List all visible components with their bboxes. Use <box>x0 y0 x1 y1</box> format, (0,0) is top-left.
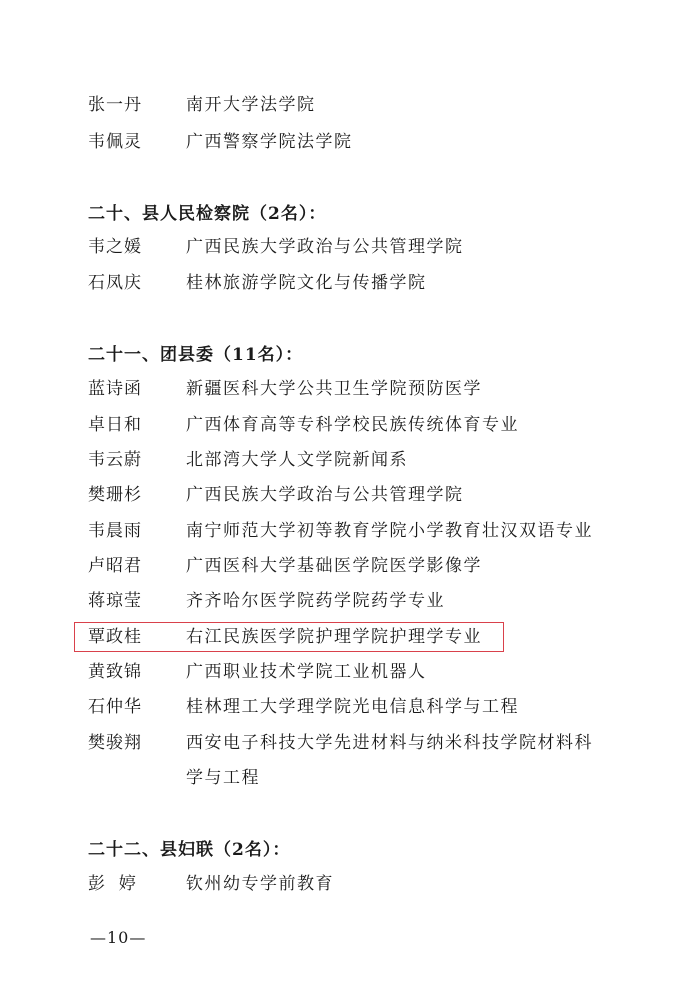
entry-name: 彭 婷 <box>88 874 137 894</box>
entry-name: 覃政桂 <box>88 627 142 647</box>
entry-name: 张一丹 <box>88 95 142 115</box>
entry-name: 韦之媛 <box>88 237 142 257</box>
section-heading: 二十二、县妇联（2名）： <box>88 840 291 860</box>
entry-name: 韦云蔚 <box>88 450 142 470</box>
entry-name: 卓日和 <box>88 415 142 435</box>
entry-name: 韦佩灵 <box>88 132 142 152</box>
entry-school: 齐齐哈尔医学院药学院药学专业 <box>186 591 445 611</box>
entry-school: 广西民族大学政治与公共管理学院 <box>186 237 464 257</box>
entry-name: 樊珊杉 <box>88 485 142 505</box>
entry-school: 西安电子科技大学先进材料与纳米科技学院材料科 <box>186 733 593 753</box>
entry-school: 广西警察学院法学院 <box>186 132 353 152</box>
entry-name: 蒋琼莹 <box>88 591 142 611</box>
entry-name: 卢昭君 <box>88 556 142 576</box>
page-number: —10— <box>90 928 147 947</box>
entry-school: 钦州幼专学前教育 <box>186 874 334 894</box>
entry-school: 南开大学法学院 <box>186 95 316 115</box>
entry-name: 蓝诗函 <box>88 379 142 399</box>
entry-school: 北部湾大学人文学院新闻系 <box>186 450 408 470</box>
entry-name: 黄致锦 <box>88 662 142 682</box>
entry-name: 石仲华 <box>88 697 142 717</box>
entry-school: 广西民族大学政治与公共管理学院 <box>186 485 464 505</box>
section-heading: 二十、县人民检察院（2名）： <box>88 204 327 224</box>
entry-school: 广西医科大学基础医学院医学影像学 <box>186 556 482 576</box>
entry-school: 南宁师范大学初等教育学院小学教育壮汉双语专业 <box>186 521 593 541</box>
entry-school-continuation: 学与工程 <box>186 768 260 788</box>
entry-school: 广西职业技术学院工业机器人 <box>186 662 427 682</box>
entry-school: 右江民族医学院护理学院护理学专业 <box>186 627 482 647</box>
entry-school: 新疆医科大学公共卫生学院预防医学 <box>186 379 482 399</box>
entry-school: 桂林理工大学理学院光电信息科学与工程 <box>186 697 519 717</box>
section-heading: 二十一、团县委（11名）： <box>88 345 304 365</box>
entry-school: 广西体育高等专科学校民族传统体育专业 <box>186 415 519 435</box>
entry-name: 韦晨雨 <box>88 521 142 541</box>
entry-name: 石凤庆 <box>88 273 142 293</box>
entry-name: 樊骏翔 <box>88 733 142 753</box>
entry-school: 桂林旅游学院文化与传播学院 <box>186 273 427 293</box>
